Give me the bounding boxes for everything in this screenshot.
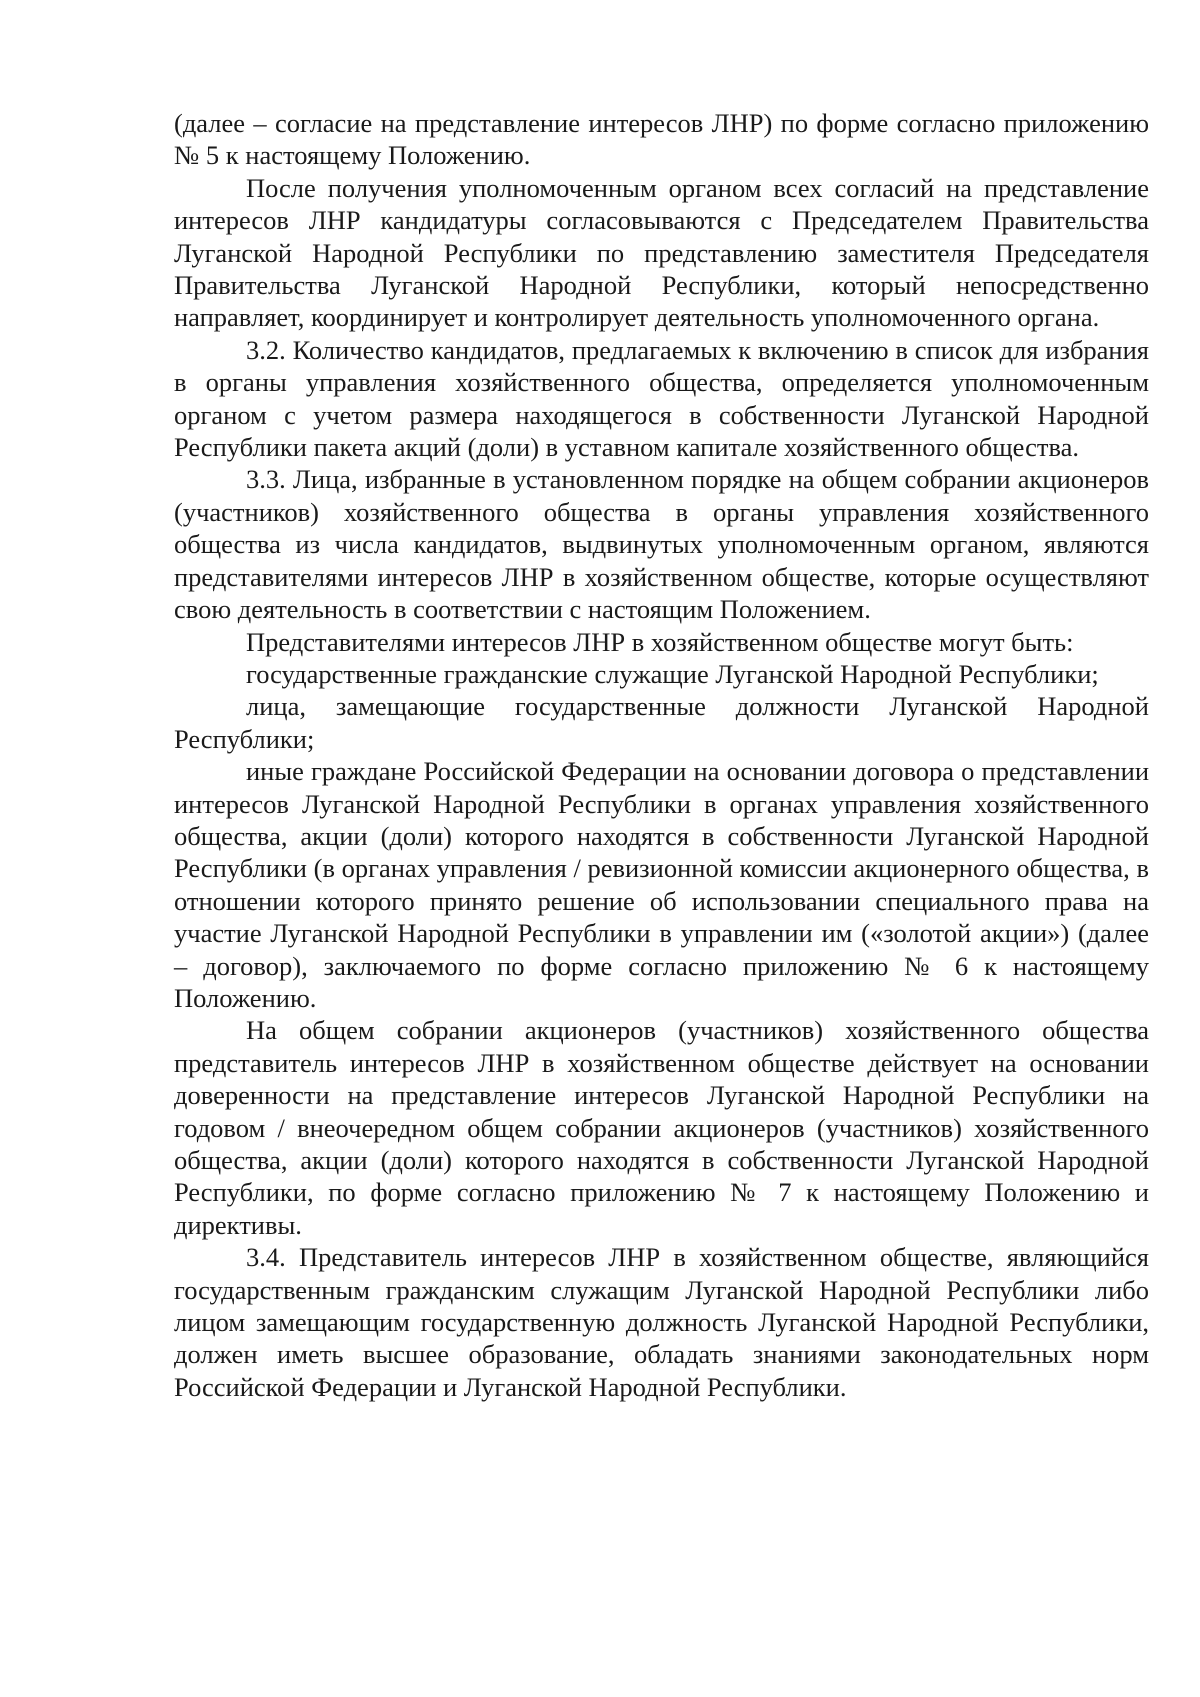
paragraph-candidate-approval: После получения уполномоченным органом всех согласий на представление интересов ЛНР кандидатуры согласовываются с Председателем Правительства Луганской Народной Республики по представлению заместителя Председателя Правительства Луганской Народной Республики, который непосредственно направляет, координирует и контролирует деятельность уполномоченного органа.: [174, 172, 1149, 333]
list-item-other-citizens: иные граждане Российской Федерации на основании договора о представлении интересов Луганской Народной Республики в органах управления хозяйственного общества, акции (доли) которого находятся в собственности Луганской Народной Республики (в органах управления / ревизионной комиссии акционерного общества, в отношении которого принято решение об использовании специального права на участие Луганской Народной Республики в управлении им («золотой акции») (далее – договор), заключаемого по форме согласно приложению № 6 к настоящему Положению.: [174, 756, 1149, 1013]
list-item-state-officials: лица, замещающие государственные должности Луганской Народной Республики;: [174, 691, 1149, 754]
paragraph-general-meeting: На общем собрании акционеров (участников) хозяйственного общества представитель интересов ЛНР в хозяйственном обществе действует на основании доверенности на представление интересов Луганской Народной Республики на годовом / внеочередном общем собрании акционеров (участников) хозяйственного общества, акции (доли) которого находятся в собственности Луганской Народной Республики, по форме согласно приложению № 7 к настоящему Положению и директивы.: [174, 1015, 1149, 1240]
list-item-civil-servants: государственные гражданские служащие Луганской Народной Республики;: [246, 658, 1099, 689]
paragraph-3-3: 3.3. Лица, избранные в установленном порядке на общем собрании акционеров (участников) хозяйственного общества в органы управления хозяйственного общества из числа кандидатов, выдвинутых уполномоченным органом, являются представителями интересов ЛНР в хозяйственном обществе, которые осуществляют свою деятельность в соответствии с настоящим Положением.: [174, 464, 1149, 625]
paragraph-consent-form-ref: (далее – согласие на представление интересов ЛНР) по форме согласно приложению № 5 к настоящему Положению.: [174, 108, 1149, 171]
paragraph-3-4: 3.4. Представитель интересов ЛНР в хозяйственном обществе, являющийся государственным гражданским служащим Луганской Народной Республики либо лицом замещающим государственную должность Луганской Народной Республики, должен иметь высшее образование, обладать знаниями законодательных норм Российской Федерации и Луганской Народной Республики.: [174, 1242, 1149, 1402]
document-page: [174, 107, 1149, 1403]
paragraph-representatives-intro: Представителями интересов ЛНР в хозяйственном обществе могут быть:: [246, 626, 1074, 657]
paragraph-3-2: 3.2. Количество кандидатов, предлагаемых к включению в список для избрания в органы управления хозяйственного общества, определяется уполномоченным органом с учетом размера находящегося в собственности Луганской Народной Республики пакета акций (доли) в уставном капитале хозяйственного общества.: [174, 334, 1149, 463]
